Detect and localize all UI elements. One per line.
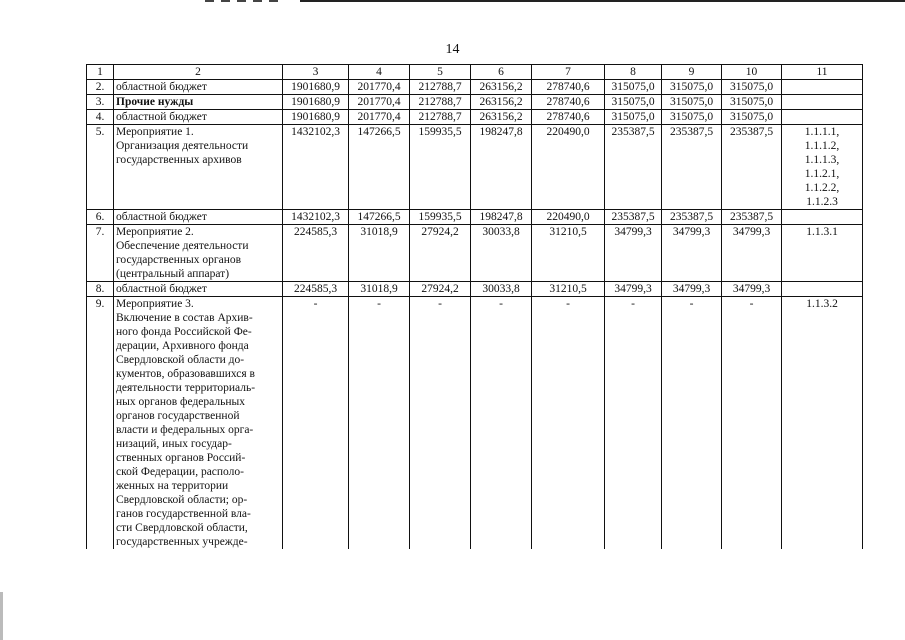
amount-cell: 315075,0 bbox=[662, 110, 722, 125]
row-number-cell: 5. bbox=[87, 125, 114, 210]
item-name-line: ганов государственной вла- bbox=[116, 508, 251, 520]
amount-cell: 31018,9 bbox=[349, 282, 410, 297]
amount-cell: - bbox=[349, 297, 410, 550]
item-name-line: деятельности территориаль- bbox=[116, 382, 256, 394]
item-name-line: дерации, Архивного фонда bbox=[116, 340, 249, 352]
item-name-line: сти Свердловской области, bbox=[116, 522, 248, 534]
amount-cell: 278740,6 bbox=[532, 110, 605, 125]
amount-cell: 315075,0 bbox=[722, 110, 782, 125]
item-name-line: областной бюджет bbox=[116, 211, 207, 223]
amount-cell: 263156,2 bbox=[471, 80, 532, 95]
amount-cell: 201770,4 bbox=[349, 110, 410, 125]
item-name-line: органов государственной bbox=[116, 410, 240, 422]
amount-cell: 224585,3 bbox=[283, 225, 349, 282]
item-name-line: (центральный аппарат) bbox=[116, 268, 230, 280]
header-cell: 8 bbox=[605, 65, 662, 80]
item-name-line: женных на территории bbox=[116, 480, 229, 492]
row-number-cell: 2. bbox=[87, 80, 114, 95]
header-cell: 6 bbox=[471, 65, 532, 80]
amount-cell: 201770,4 bbox=[349, 95, 410, 110]
table-header-row bbox=[87, 65, 863, 80]
scan-artifact-marks bbox=[205, 0, 285, 2]
item-name-line: низаций, иных государ- bbox=[116, 438, 232, 450]
item-name-line: государственных архивов bbox=[116, 154, 242, 166]
item-name-cell bbox=[114, 225, 283, 282]
amount-cell: 31210,5 bbox=[532, 225, 605, 282]
row-number-cell: 9. bbox=[87, 297, 114, 550]
row-number-cell: 8. bbox=[87, 282, 114, 297]
scan-edge-shadow bbox=[0, 592, 3, 640]
header-cell: 9 bbox=[662, 65, 722, 80]
item-name-line: власти и федеральных орга- bbox=[116, 424, 254, 436]
item-name-line: Организация деятельности bbox=[116, 140, 249, 152]
amount-cell: 212788,7 bbox=[410, 95, 471, 110]
amount-cell: 30033,8 bbox=[471, 225, 532, 282]
amount-cell: 1432102,3 bbox=[283, 210, 349, 225]
table-row bbox=[87, 80, 863, 95]
amount-cell: 263156,2 bbox=[471, 95, 532, 110]
amount-cell: 159935,5 bbox=[410, 125, 471, 210]
target-code: 1.1.3.1 bbox=[806, 226, 838, 238]
amount-cell: - bbox=[532, 297, 605, 550]
amount-cell: 235387,5 bbox=[605, 125, 662, 210]
header-cell: 4 bbox=[349, 65, 410, 80]
amount-cell: 235387,5 bbox=[722, 125, 782, 210]
budget-table bbox=[86, 64, 863, 549]
amount-cell: 315075,0 bbox=[722, 80, 782, 95]
table-row bbox=[87, 225, 863, 282]
amount-cell: 1901680,9 bbox=[283, 95, 349, 110]
amount-cell: - bbox=[283, 297, 349, 550]
amount-cell: 224585,3 bbox=[283, 282, 349, 297]
amount-cell: 34799,3 bbox=[605, 225, 662, 282]
target-codes-cell bbox=[782, 80, 863, 95]
item-name-cell bbox=[114, 297, 283, 550]
amount-cell: 1432102,3 bbox=[283, 125, 349, 210]
target-codes-cell bbox=[782, 110, 863, 125]
amount-cell: 198247,8 bbox=[471, 210, 532, 225]
item-name-cell bbox=[114, 95, 283, 110]
amount-cell: 27924,2 bbox=[410, 282, 471, 297]
amount-cell: 278740,6 bbox=[532, 80, 605, 95]
target-code: 1.1.1.1, bbox=[804, 126, 840, 138]
item-name-cell bbox=[114, 80, 283, 95]
item-name-line: ской Федерации, располо- bbox=[116, 466, 244, 478]
scan-artifact-line bbox=[300, 0, 905, 2]
row-number-cell: 4. bbox=[87, 110, 114, 125]
item-name-line: Свердловской области до- bbox=[116, 354, 245, 366]
target-codes-cell bbox=[782, 225, 863, 282]
amount-cell: - bbox=[605, 297, 662, 550]
header-cell: 3 bbox=[283, 65, 349, 80]
item-name-line: областной бюджет bbox=[116, 111, 207, 123]
amount-cell: 34799,3 bbox=[662, 225, 722, 282]
item-name-line: областной бюджет bbox=[116, 81, 207, 93]
item-name-line: Обеспечение деятельности bbox=[116, 240, 249, 252]
target-code: 1.1.1.2, bbox=[804, 140, 840, 152]
amount-cell: 315075,0 bbox=[605, 80, 662, 95]
target-codes-cell bbox=[782, 297, 863, 550]
item-name-cell bbox=[114, 125, 283, 210]
amount-cell: 34799,3 bbox=[605, 282, 662, 297]
item-name-line: Мероприятие 3. bbox=[116, 298, 194, 310]
amount-cell: 198247,8 bbox=[471, 125, 532, 210]
item-name-line: Свердловской области; ор- bbox=[116, 494, 248, 506]
amount-cell: 263156,2 bbox=[471, 110, 532, 125]
amount-cell: 34799,3 bbox=[722, 282, 782, 297]
page-number: 14 bbox=[445, 42, 460, 57]
header-cell: 10 bbox=[722, 65, 782, 80]
amount-cell: 235387,5 bbox=[662, 210, 722, 225]
amount-cell: 30033,8 bbox=[471, 282, 532, 297]
target-codes-cell bbox=[782, 210, 863, 225]
amount-cell: 315075,0 bbox=[662, 95, 722, 110]
amount-cell: 220490,0 bbox=[532, 210, 605, 225]
amount-cell: 315075,0 bbox=[605, 110, 662, 125]
table-row bbox=[87, 110, 863, 125]
amount-cell: - bbox=[722, 297, 782, 550]
amount-cell: - bbox=[410, 297, 471, 550]
amount-cell: 212788,7 bbox=[410, 110, 471, 125]
amount-cell: 315075,0 bbox=[605, 95, 662, 110]
table-row bbox=[87, 210, 863, 225]
target-code: 1.1.2.3 bbox=[806, 196, 838, 208]
item-name-cell bbox=[114, 210, 283, 225]
amount-cell: 1901680,9 bbox=[283, 110, 349, 125]
header-cell: 5 bbox=[410, 65, 471, 80]
amount-cell: 1901680,9 bbox=[283, 80, 349, 95]
item-name-line: областной бюджет bbox=[116, 283, 207, 295]
item-name-line: кументов, образовавшихся в bbox=[116, 368, 255, 380]
target-codes-cell bbox=[782, 95, 863, 110]
target-code: 1.1.1.3, bbox=[804, 154, 840, 166]
table-row bbox=[87, 125, 863, 210]
amount-cell: 315075,0 bbox=[722, 95, 782, 110]
target-codes-cell bbox=[782, 125, 863, 210]
amount-cell: - bbox=[471, 297, 532, 550]
target-code: 1.1.2.2, bbox=[804, 182, 840, 194]
amount-cell: 31018,9 bbox=[349, 225, 410, 282]
header-cell: 2 bbox=[114, 65, 283, 80]
item-name-line: ного фонда Российской Фе- bbox=[116, 326, 252, 338]
amount-cell: 278740,6 bbox=[532, 95, 605, 110]
header-cell: 1 bbox=[87, 65, 114, 80]
item-name-line: Прочие нужды bbox=[116, 96, 194, 108]
item-name-line: государственных органов bbox=[116, 254, 242, 266]
item-name-cell bbox=[114, 110, 283, 125]
item-name-cell bbox=[114, 282, 283, 297]
amount-cell: 212788,7 bbox=[410, 80, 471, 95]
target-code: 1.1.3.2 bbox=[806, 298, 838, 310]
amount-cell: 235387,5 bbox=[662, 125, 722, 210]
amount-cell: 31210,5 bbox=[532, 282, 605, 297]
item-name-line: ных органов федеральных bbox=[116, 396, 245, 408]
amount-cell: 147266,5 bbox=[349, 210, 410, 225]
row-number-cell: 7. bbox=[87, 225, 114, 282]
amount-cell: 159935,5 bbox=[410, 210, 471, 225]
header-cell: 7 bbox=[532, 65, 605, 80]
item-name-line: Мероприятие 1. bbox=[116, 126, 194, 138]
item-name-line: Мероприятие 2. bbox=[116, 226, 194, 238]
target-codes-cell bbox=[782, 282, 863, 297]
amount-cell: 220490,0 bbox=[532, 125, 605, 210]
row-number-cell: 6. bbox=[87, 210, 114, 225]
table-row bbox=[87, 282, 863, 297]
amount-cell: - bbox=[662, 297, 722, 550]
row-number-cell: 3. bbox=[87, 95, 114, 110]
table-row bbox=[87, 95, 863, 110]
table-row bbox=[87, 297, 863, 550]
amount-cell: 315075,0 bbox=[662, 80, 722, 95]
header-cell: 11 bbox=[782, 65, 863, 80]
item-name-line: ственных органов Россий- bbox=[116, 452, 246, 464]
item-name-line: государственных учрежде- bbox=[116, 536, 248, 548]
target-code: 1.1.2.1, bbox=[804, 168, 840, 180]
item-name-line: Включение в состав Архив- bbox=[116, 312, 253, 324]
amount-cell: 201770,4 bbox=[349, 80, 410, 95]
amount-cell: 27924,2 bbox=[410, 225, 471, 282]
amount-cell: 235387,5 bbox=[722, 210, 782, 225]
amount-cell: 34799,3 bbox=[662, 282, 722, 297]
amount-cell: 34799,3 bbox=[722, 225, 782, 282]
amount-cell: 235387,5 bbox=[605, 210, 662, 225]
amount-cell: 147266,5 bbox=[349, 125, 410, 210]
